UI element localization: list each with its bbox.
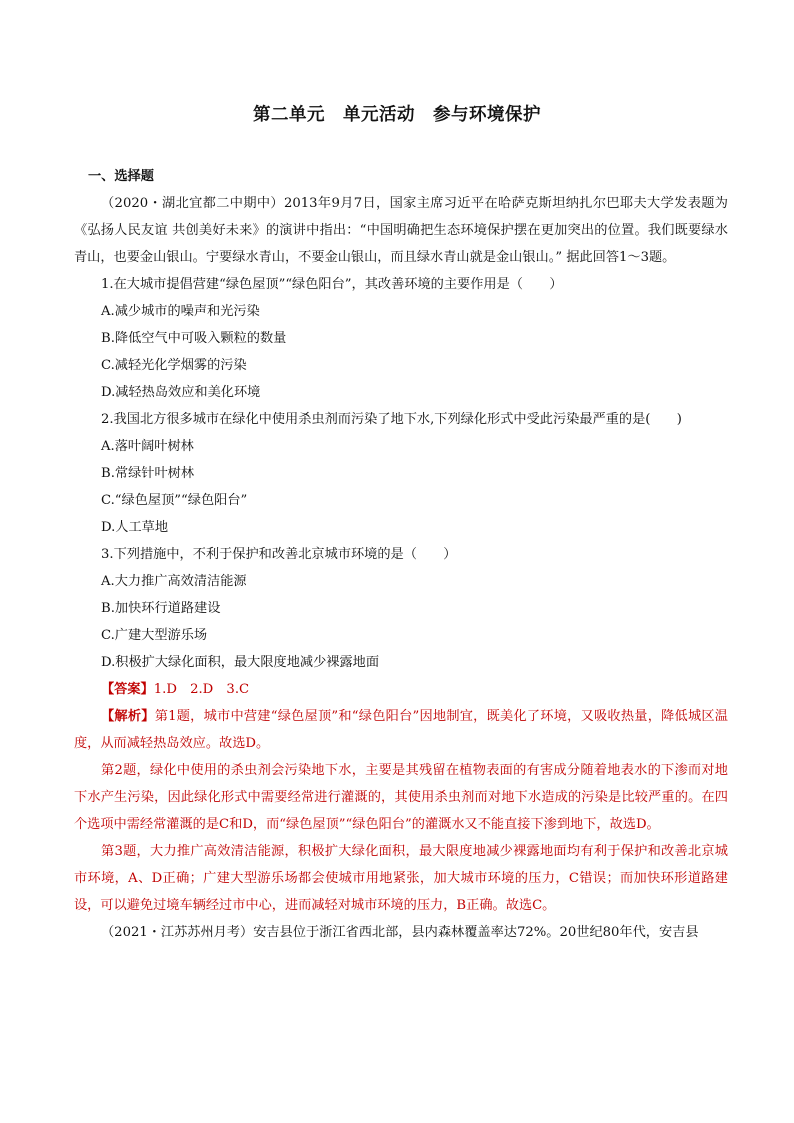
question-2-option-d: D.人工草地 (101, 520, 169, 535)
analysis-label: 【解析】 (101, 709, 155, 724)
question-2-option-b: B.常绿针叶树林 (101, 466, 195, 481)
answer-text: 1.D 2.D 3.C (153, 682, 250, 697)
analysis-text-1: 第1题，城市中营建“绿色屋顶”和“绿色阳台”因地制宜，既美化了环境，又吸收热量，降低城区温度，从而减轻热岛效应。故选D。 (74, 709, 728, 751)
question-1-option-b: B.降低空气中可吸入颗粒的数量 (101, 331, 287, 346)
question-1-option-d: D.减轻热岛效应和美化环境 (101, 385, 261, 400)
question-2-option-c: C.“绿色屋顶”“绿色阳台” (101, 493, 248, 508)
question-2-stem: 2.我国北方很多城市在绿化中使用杀虫剂而污染了地下水,下列绿化形式中受此污染最严重的是( ) (101, 412, 682, 427)
intro-paragraph: （2020・湖北宜都二中期中）2013年9月7日，国家主席习近平在哈萨克斯坦纳扎尔巴耶夫大学发表题为《弘扬人民友谊 共创美好未来》的演讲中指出：“中国明确把生态环境保护摆在更加突出的位置。我们既要绿水青山，也要金山银山。宁要绿水青山，不要金山银山，而且绿水青山就是金山银山。” 据此回答1～3题。 (74, 196, 728, 265)
question-1-option-a: A.减少城市的噪声和光污染 (101, 304, 260, 319)
document-body (74, 163, 728, 946)
question-3-option-d: D.积极扩大绿化面积，最大限度地减少裸露地面 (101, 655, 380, 670)
intro-paragraph-2: （2021・江苏苏州月考）安吉县位于浙江省西北部，县内森林覆盖率达72%。20世纪80年代，安吉县 (101, 925, 699, 940)
analysis-paragraph-1 (74, 703, 728, 757)
analysis-paragraph-2: 第2题，绿化中使用的杀虫剂会污染地下水，主要是其残留在植物表面的有害成分随着地表水的下渗而对地下水产生污染，因此绿化形式中需要经常进行灌溉的，其使用杀虫剂而对地下水造成的污染是比较严重的。在四个选项中需经常灌溉的是C和D，而“绿色屋顶”“绿色阳台”的灌溉水又不能直接下渗到地下，故选D。 (74, 763, 728, 832)
answer-line (74, 676, 728, 703)
section-heading: 一、选择题 (88, 169, 154, 184)
question-3-stem: 3.下列措施中，不利于保护和改善北京城市环境的是（ ） (101, 547, 457, 562)
answer-label: 【答案】 (101, 682, 154, 697)
question-1-option-c: C.减轻光化学烟雾的污染 (101, 358, 247, 373)
question-3-option-c: C.广建大型游乐场 (101, 628, 208, 643)
page-title: 第二单元 单元活动 参与环境保护 (253, 105, 541, 125)
question-3-option-b: B.加快环行道路建设 (101, 601, 221, 616)
question-3-option-a: A.大力推广高效清洁能源 (101, 574, 247, 589)
question-1-stem: 1.在大城市提倡营建“绿色屋顶”“绿色阳台”，其改善环境的主要作用是（ ） (101, 277, 563, 292)
question-2-option-a: A.落叶阔叶树林 (101, 439, 194, 454)
analysis-paragraph-3: 第3题，大力推广高效清洁能源，积极扩大绿化面积，最大限度地减少裸露地面均有利于保护和改善北京城市环境，A、D正确；广建大型游乐场都会使城市用地紧张，加大城市环境的压力，C错误；而加快环形道路建设，可以避免过境车辆经过市中心，进而减轻对城市环境的压力，B正确。故选C。 (74, 844, 728, 913)
